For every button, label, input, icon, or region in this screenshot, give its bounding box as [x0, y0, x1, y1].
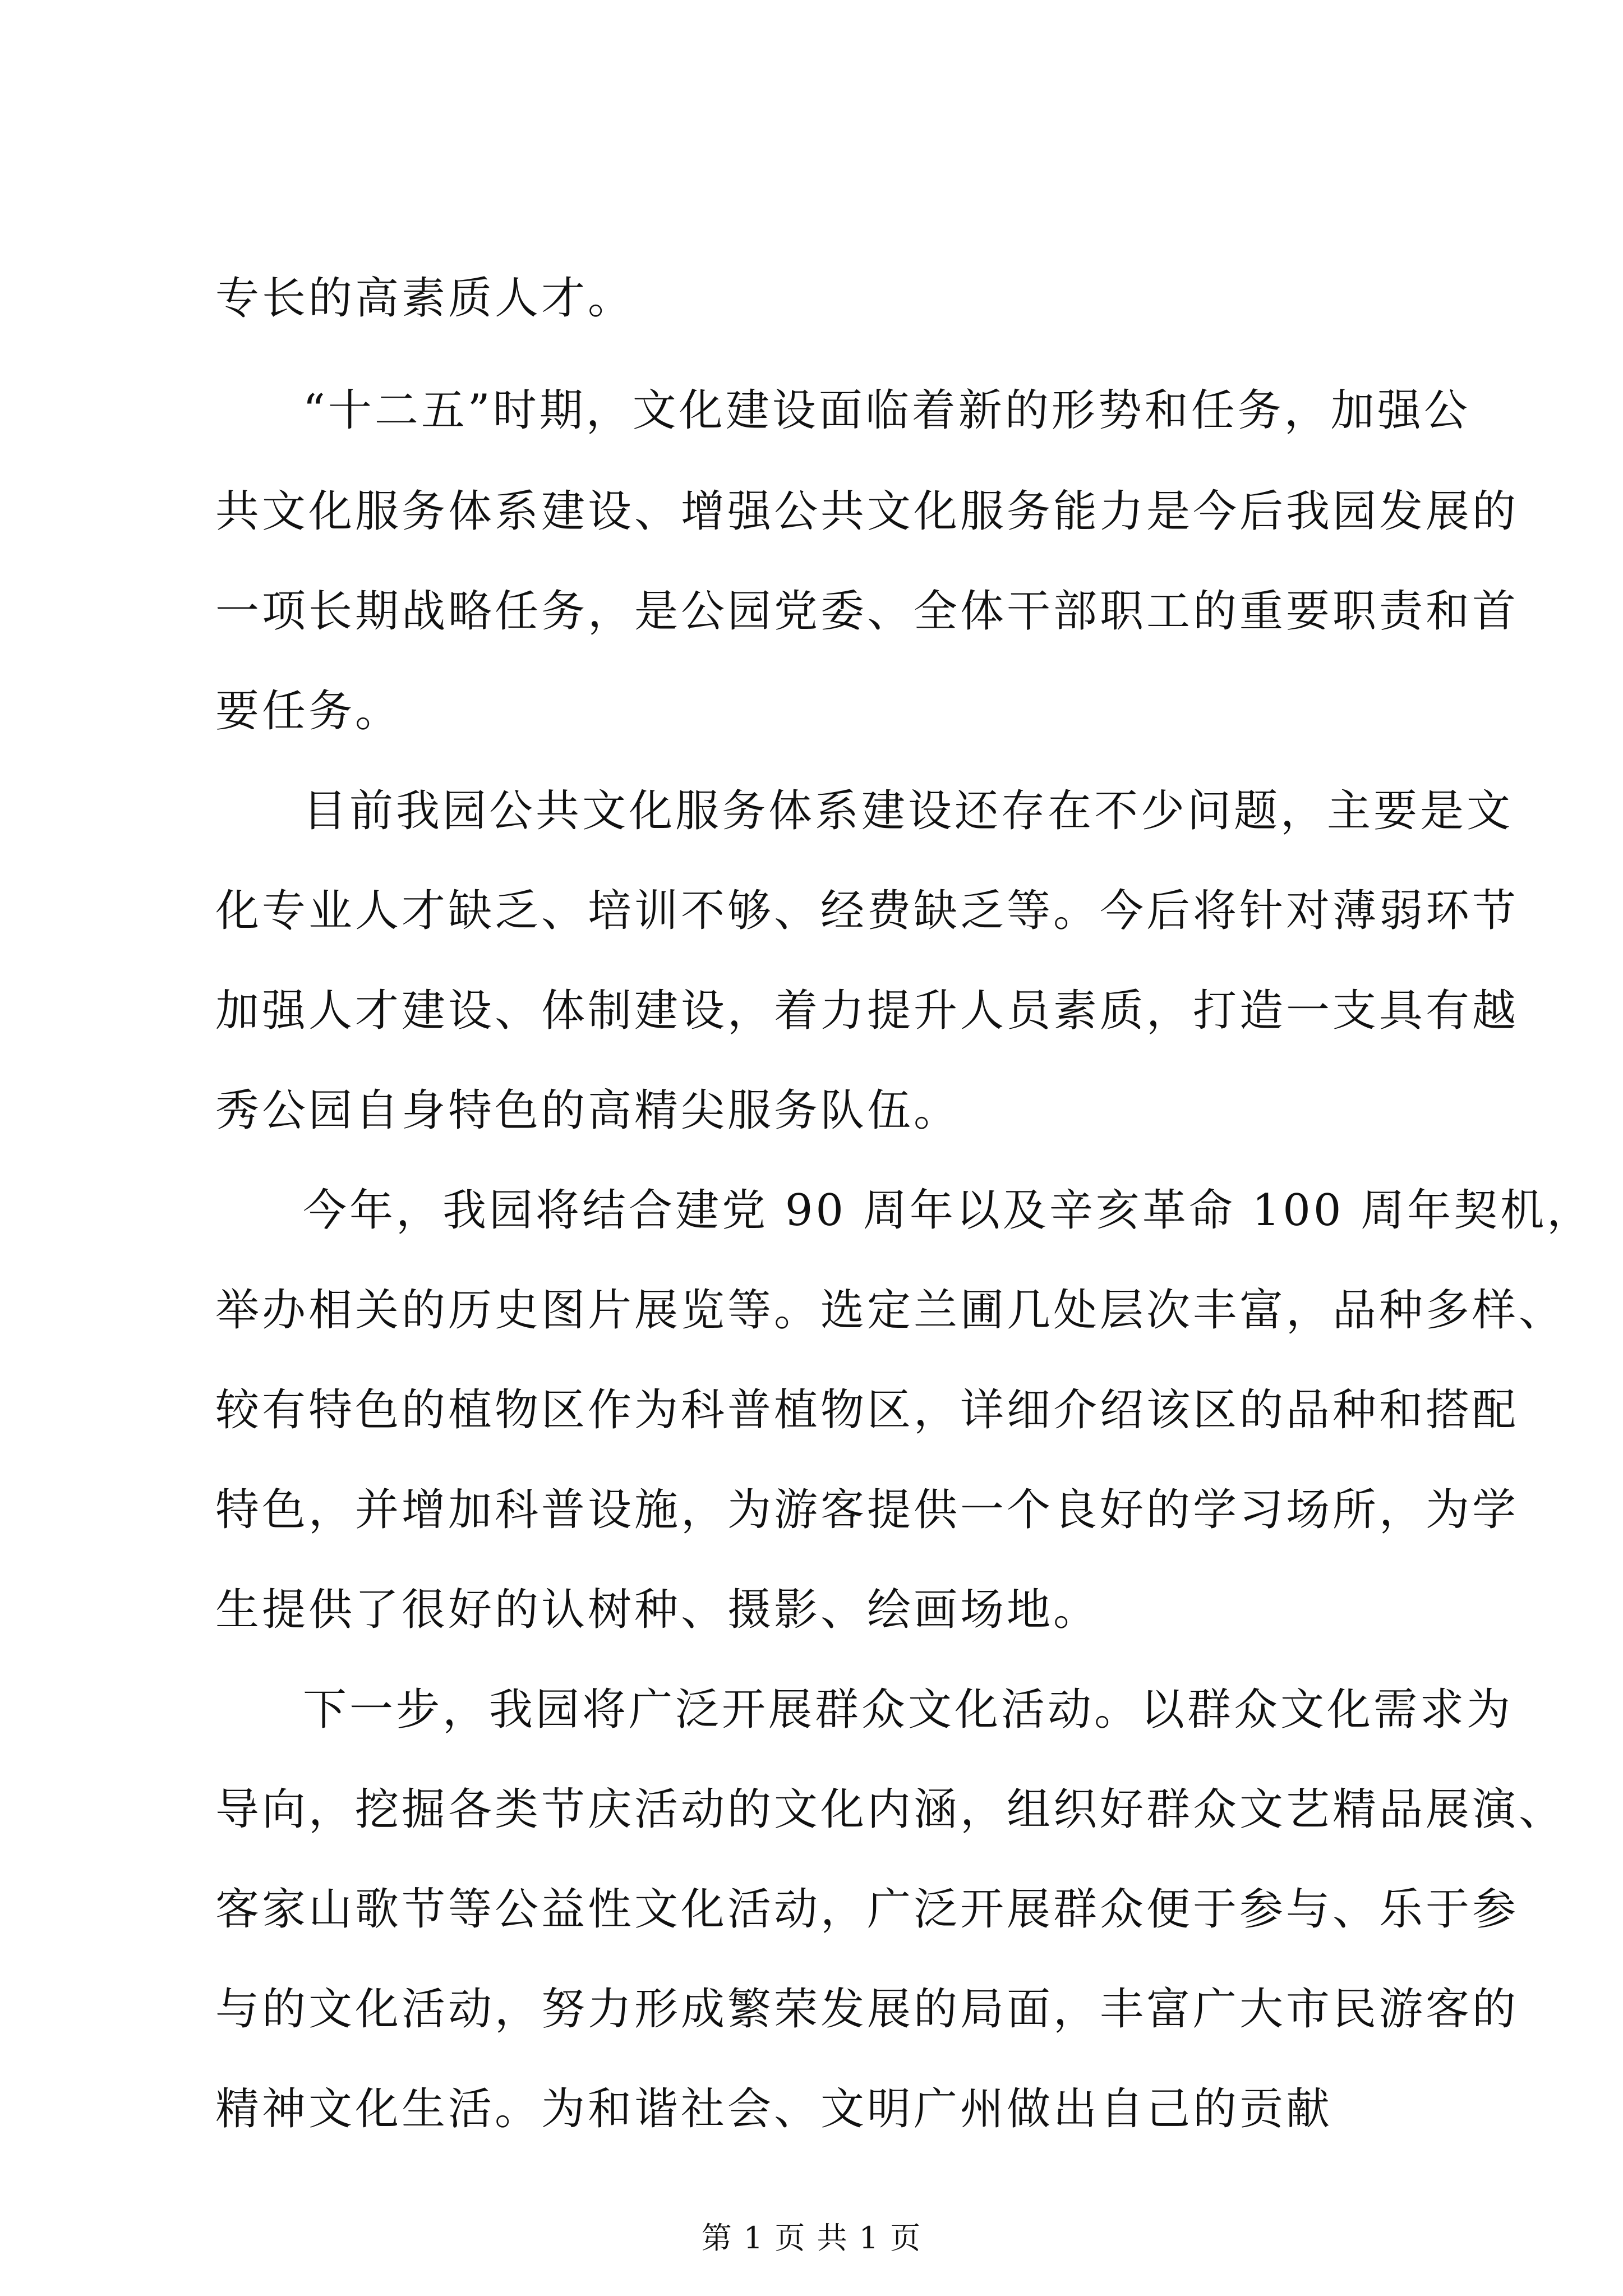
text-line: 专长的高素质人才。: [215, 273, 635, 324]
text-line: 特色，并增加科普设施，为游客提供一个良好的学习场所，为学: [215, 1485, 1519, 1535]
text-line: 共文化服务体系建设、增强公共文化服务能力是今后我园发展的: [215, 486, 1519, 537]
text-line: 生提供了很好的认树种、摄影、绘画场地。: [215, 1585, 1100, 1635]
page-footer: 第 1 页 共 1 页: [701, 2220, 922, 2256]
text-line: 较有特色的植物区作为科普植物区，详细介绍该区的品种和搭配: [215, 1385, 1519, 1435]
text-line: 与的文化活动，努力形成繁荣发展的局面，丰富广大市民游客的: [215, 1984, 1519, 2035]
text-line: 导向，挖掘各类节庆活动的文化内涵，组织好群众文艺精品展演、: [215, 1784, 1566, 1835]
text-line: 举办相关的历史图片展览等。选定兰圃几处层次丰富，品种多样、: [215, 1285, 1566, 1336]
text-line: 精神文化生活。为和谐社会、文明广州做出自己的贡献: [215, 2084, 1333, 2134]
text-line: 秀公园自身特色的高精尖服务队伍。: [215, 1085, 961, 1136]
text-line: 目前我园公共文化服务体系建设还存在不少问题，主要是文: [303, 786, 1514, 836]
text-line: 客家山歌节等公益性文化活动，广泛开展群众便于参与、乐于参: [215, 1884, 1519, 1935]
text-line: 加强人才建设、体制建设，着力提升人员素质，打造一支具有越: [215, 986, 1519, 1036]
text-line: 一项长期战略任务，是公园党委、全体干部职工的重要职责和首: [215, 586, 1519, 637]
text-line: 下一步，我园将广泛开展群众文化活动。以群众文化需求为: [303, 1685, 1514, 1735]
text-line: 化专业人才缺乏、培训不够、经费缺乏等。今后将针对薄弱环节: [215, 886, 1519, 936]
text-line: “十二五”时期，文化建设面临着新的形势和任务，加强公: [303, 385, 1470, 436]
text-line: 要任务。: [215, 686, 402, 737]
text-line: 今年，我园将结合建党 90 周年以及辛亥革命 100 周年契机，: [303, 1185, 1594, 1236]
